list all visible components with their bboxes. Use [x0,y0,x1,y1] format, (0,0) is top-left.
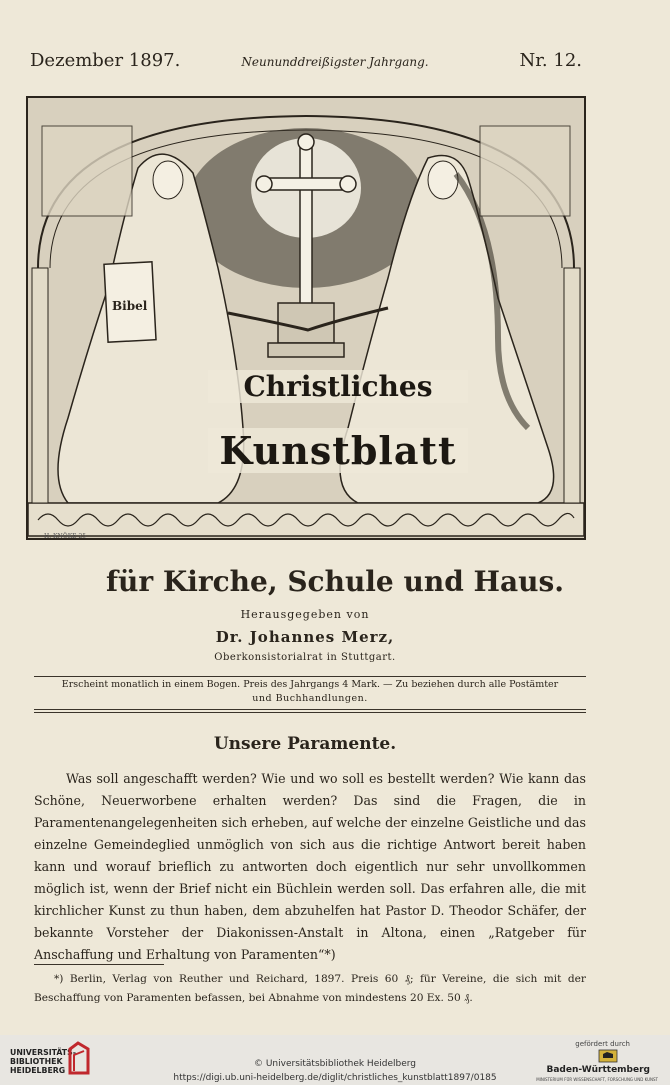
subscription-notice-line2: und Buchhandlungen. [252,693,368,704]
bible-label: Bibel [112,299,148,313]
header-date: Dezember 1897. [30,50,181,71]
editor-name: Dr. Johannes Merz, [215,628,395,646]
header-volume: Neununddreißigster Jahrgang. [241,55,429,69]
article-title: Unsere Paramente. [213,734,397,754]
artist-signature: H. KNÖKE 25 [44,533,87,540]
copyright-text: © Universitätsbibliothek Heidelberg [253,1059,416,1069]
library-logo-icon [68,1041,90,1075]
sponsor-name: Baden-Württemberg [546,1065,650,1075]
article-body [34,768,586,966]
divider-top [34,676,586,677]
divider-bottom [34,709,586,710]
footnote [34,970,586,1008]
subscription-notice-line1: Erscheint monatlich in einem Bogen. Preis des Jahrgangs 4 Mark. — Zu beziehen durch alle Postämter [61,679,559,690]
editor-label: Herausgegeben von [240,608,370,621]
header-issue: Nr. 12. [519,50,582,71]
sponsor-label: gefördert durch [575,1040,630,1048]
divider-bottom-2 [34,712,586,713]
sponsor-subtitle: MINISTERIUM FÜR WISSENSCHAFT, FORSCHUNG UND KUNST [536,1077,658,1082]
masthead-subtitle: für Kirche, Schule und Haus. [105,565,565,598]
library-logo-text: UNIVERSITÄTS- BIBLIOTHEK HEIDELBERG [10,1048,76,1075]
editor-role: Oberkonsistorialrat in Stuttgart. [214,652,396,663]
state-coat-of-arms-icon [595,1048,621,1064]
permalink-url[interactable]: https://digi.ub.uni-heidelberg.de/diglit/christliches_kunstblatt1897/0185 [173,1073,497,1083]
article-paragraph: Was soll angeschafft werden? Wie und wo soll es bestellt werden? Wie kann das Schöne, Neuerworbene erhalten werden? Das sind die Fragen, die in Paramentenangelegenheiten sich erheben, auf welche der einzelne Geistliche und das einzelne Gemeindeglied unmöglich von sich aus die richtige Antwort bereit haben kann und worauf brieflich zu antworten doch eigentlich nur sehr unvollkommen möglich ist, wenn der Brief nicht ein Büchlein werden soll. Das erfahren alle, die mit kirchlicher Kunst zu thun haben, dem abzuhelfen hat Pastor D. Theodor Schäfer, der bekannte Vorsteher der Diakonissen-Anstalt in Altona, einen „Ratgeber für Anschaffung und Erhaltung von Paramenten“*) [34,771,586,962]
title-line-2: Kunstblatt [208,428,468,473]
title-line-1: Christliches [208,370,468,403]
footnote-divider [34,964,164,965]
masthead-illustration [26,96,586,540]
footnote-text: *) Berlin, Verlag von Reuther und Reichard, 1897. Preis 60 ₰; für Vereine, die sich mit der Beschaffung von Paramenten befassen, bei Abnahme von mindestens 20 Ex. 50 ₰. [34,973,586,1004]
